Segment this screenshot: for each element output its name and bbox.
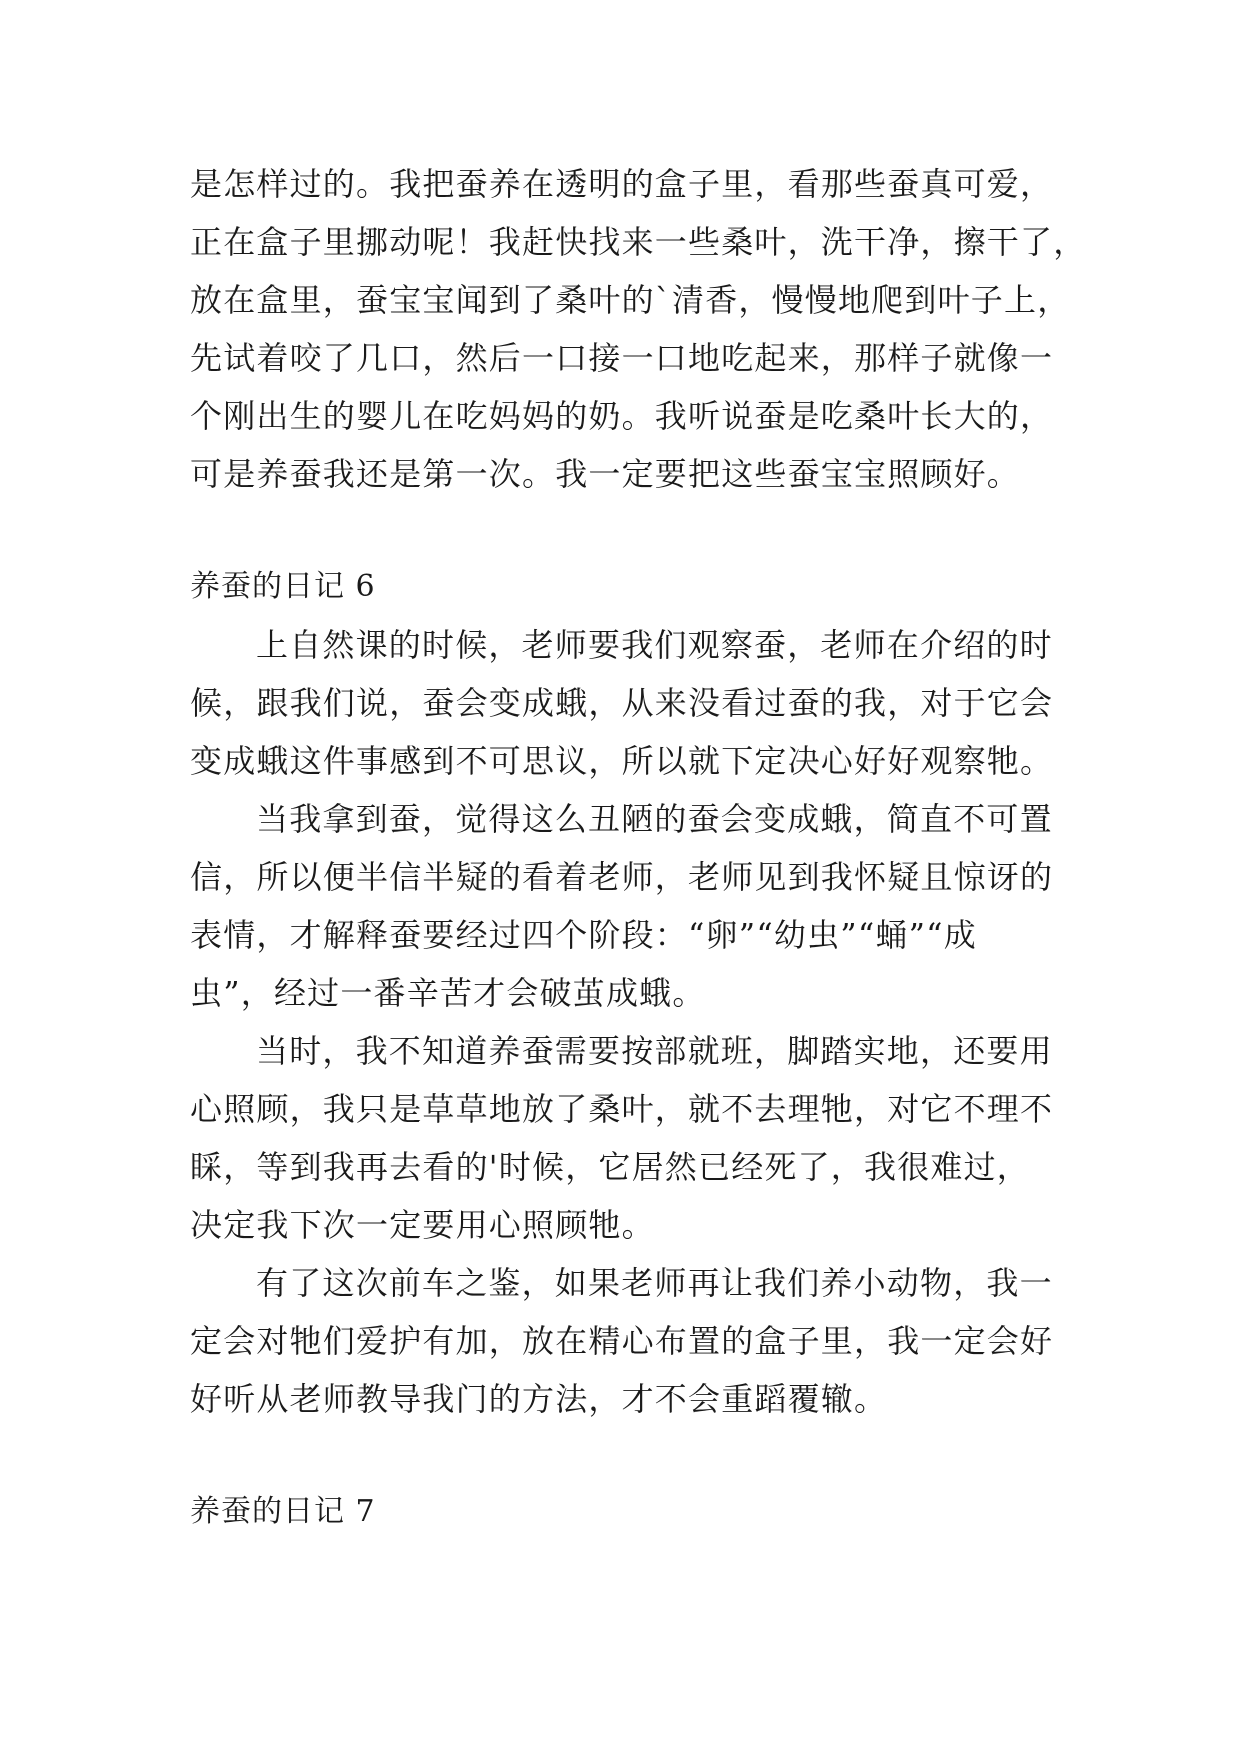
text-line: 心照顾，我只是草草地放了桑叶，就不去理牠，对它不理不	[190, 1090, 1054, 1128]
text-line: 候，跟我们说，蚕会变成蛾，从来没看过蚕的我，对于它会	[190, 684, 1054, 722]
text-line: 有了这次前车之鉴，如果老师再让我们养小动物，我一	[256, 1264, 1053, 1302]
text-line: 表情，才解释蚕要经过四个阶段：“卵”“幼虫”“蛹”“成	[190, 916, 977, 954]
text-line: 决定我下次一定要用心照顾牠。	[190, 1206, 655, 1244]
text-line: 先试着咬了几口，然后一口接一口地吃起来，那样子就像一	[190, 339, 1054, 377]
section-spacer	[190, 1428, 1060, 1483]
text-line: 变成蛾这件事感到不可思议，所以就下定决心好好观察牠。	[190, 742, 1054, 780]
text-line: 个刚出生的婴儿在吃妈妈的奶。我听说蚕是吃桑叶长大的，	[190, 397, 1054, 435]
paragraph-1	[190, 616, 1060, 790]
text-line: 正在盒子里挪动呢！我赶快找来一些桑叶，洗干净，擦干了，	[190, 223, 1087, 261]
text-line: 信，所以便半信半疑的看着老师，老师见到我怀疑且惊讶的	[190, 858, 1054, 896]
document-body	[190, 155, 1087, 1541]
text-line: 好听从老师教导我门的方法，才不会重蹈覆辙。	[190, 1380, 888, 1418]
text-line: 放在盒里，蚕宝宝闻到了桑叶的`清香，慢慢地爬到叶子上，	[190, 281, 1071, 319]
paragraph-3	[190, 1022, 1060, 1254]
text-line: 睬，等到我再去看的'时候，它居然已经死了，我很难过，	[190, 1148, 1030, 1186]
paragraph-2	[190, 790, 1060, 1022]
text-line: 可是养蚕我还是第一次。我一定要把这些蚕宝宝照顾好。	[190, 455, 1021, 493]
text-line: 当我拿到蚕，觉得这么丑陋的蚕会变成蛾，简直不可置	[256, 800, 1053, 838]
section-heading-6: 养蚕的日记 6	[190, 569, 376, 604]
text-line: 虫”，经过一番辛苦才会破茧成蛾。	[190, 974, 706, 1012]
section-spacer	[190, 503, 1060, 558]
text-line: 上自然课的时候，老师要我们观察蚕，老师在介绍的时	[256, 626, 1053, 664]
text-line: 是怎样过的。我把蚕养在透明的盒子里，看那些蚕真可爱，	[190, 165, 1054, 203]
text-line: 当时，我不知道养蚕需要按部就班，脚踏实地，还要用	[256, 1032, 1053, 1070]
text-line: 定会对牠们爱护有加，放在精心布置的盒子里，我一定会好	[190, 1322, 1054, 1360]
section-heading-7: 养蚕的日记 7	[190, 1494, 376, 1529]
intro-paragraph	[190, 155, 1087, 503]
paragraph-4	[190, 1254, 1060, 1428]
